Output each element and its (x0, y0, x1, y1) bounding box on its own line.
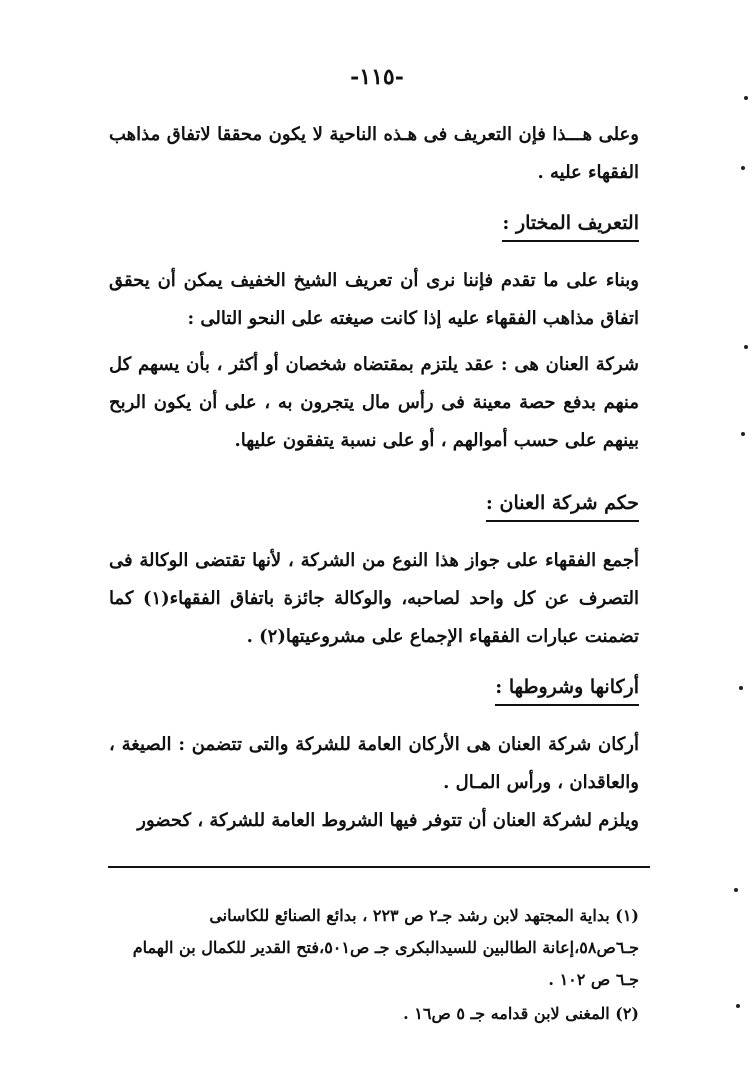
paragraph-pillars: أركان شركة العنان هى الأركان العامة للشركة والتى تتضمن : الصيغة ، والعاقدان ، ورأس المـال . (109, 734, 639, 793)
heading-pillars-conditions: أركانها وشروطها : (495, 672, 639, 706)
scan-speck (744, 345, 748, 349)
scan-speck (744, 96, 748, 100)
scan-speck (741, 166, 745, 170)
intro-paragraph: وعلى هـــذا فإن التعريف فى هـذه الناحية لا يكون محققا لاتفاق مذاهب الفقهاء عليه . (109, 124, 639, 183)
footnote-1: (١) بداية المجتهد لابن رشد جـ٢ ص ٢٢٣ ، بدائع الصنائع للكاسانى جـ٦ص٥٨،إعانة الطالبين للسيدالبكرى جـ ص٥٠١،فتح القدير للكمال بن الهمام جـ٦ ص ١٠٢ . (132, 906, 639, 989)
heading-chosen-definition: التعريف المختار : (502, 208, 639, 242)
footnote-2: (٢) المغنى لابن قدامه جـ ٥ ص١٦ . (403, 1004, 639, 1023)
paragraph-conditions: ويلزم لشركة العنان أن تتوفر فيها الشروط العامة للشركة ، كحضور (137, 810, 639, 831)
scan-speck (734, 888, 738, 892)
heading-ruling: حكم شركة العنان : (486, 488, 639, 522)
paragraph-ruling: أجمع الفقهاء على جواز هذا النوع من الشركة ، لأنها تقتضى الوكالة فى التصرف عن كل واحد لصاحبه، والوكالة جائزة باتفاق الفقهاء(١) كما تضمنت عبارات الفقهاء الإجماع على مشروعيتها(٢) . (109, 550, 639, 647)
scan-speck (736, 1004, 740, 1008)
scan-speck (741, 432, 745, 436)
paragraph-chosen-definition-intro: وبناء على ما تقدم فإننا نرى أن تعريف الشيخ الخفيف يمكن أن يحقق اتفاق مذاهب الفقهاء عليه إذا كانت صيغته على النحو التالى : (109, 270, 639, 329)
paragraph-definition-text: شركة العنان هى : عقد يلتزم بمقتضاه شخصان أو أكثر ، بأن يسهم كل منهم بدفع حصة معينة فى رأس مال يتجرون به ، على أن يكون الربح بينهم على حسب أموالهم ، أو على نسبة يتفقون عليها. (109, 354, 639, 451)
page-number: -١١٥- (350, 64, 404, 90)
footnote-separator (108, 866, 650, 868)
scan-speck (739, 686, 743, 690)
